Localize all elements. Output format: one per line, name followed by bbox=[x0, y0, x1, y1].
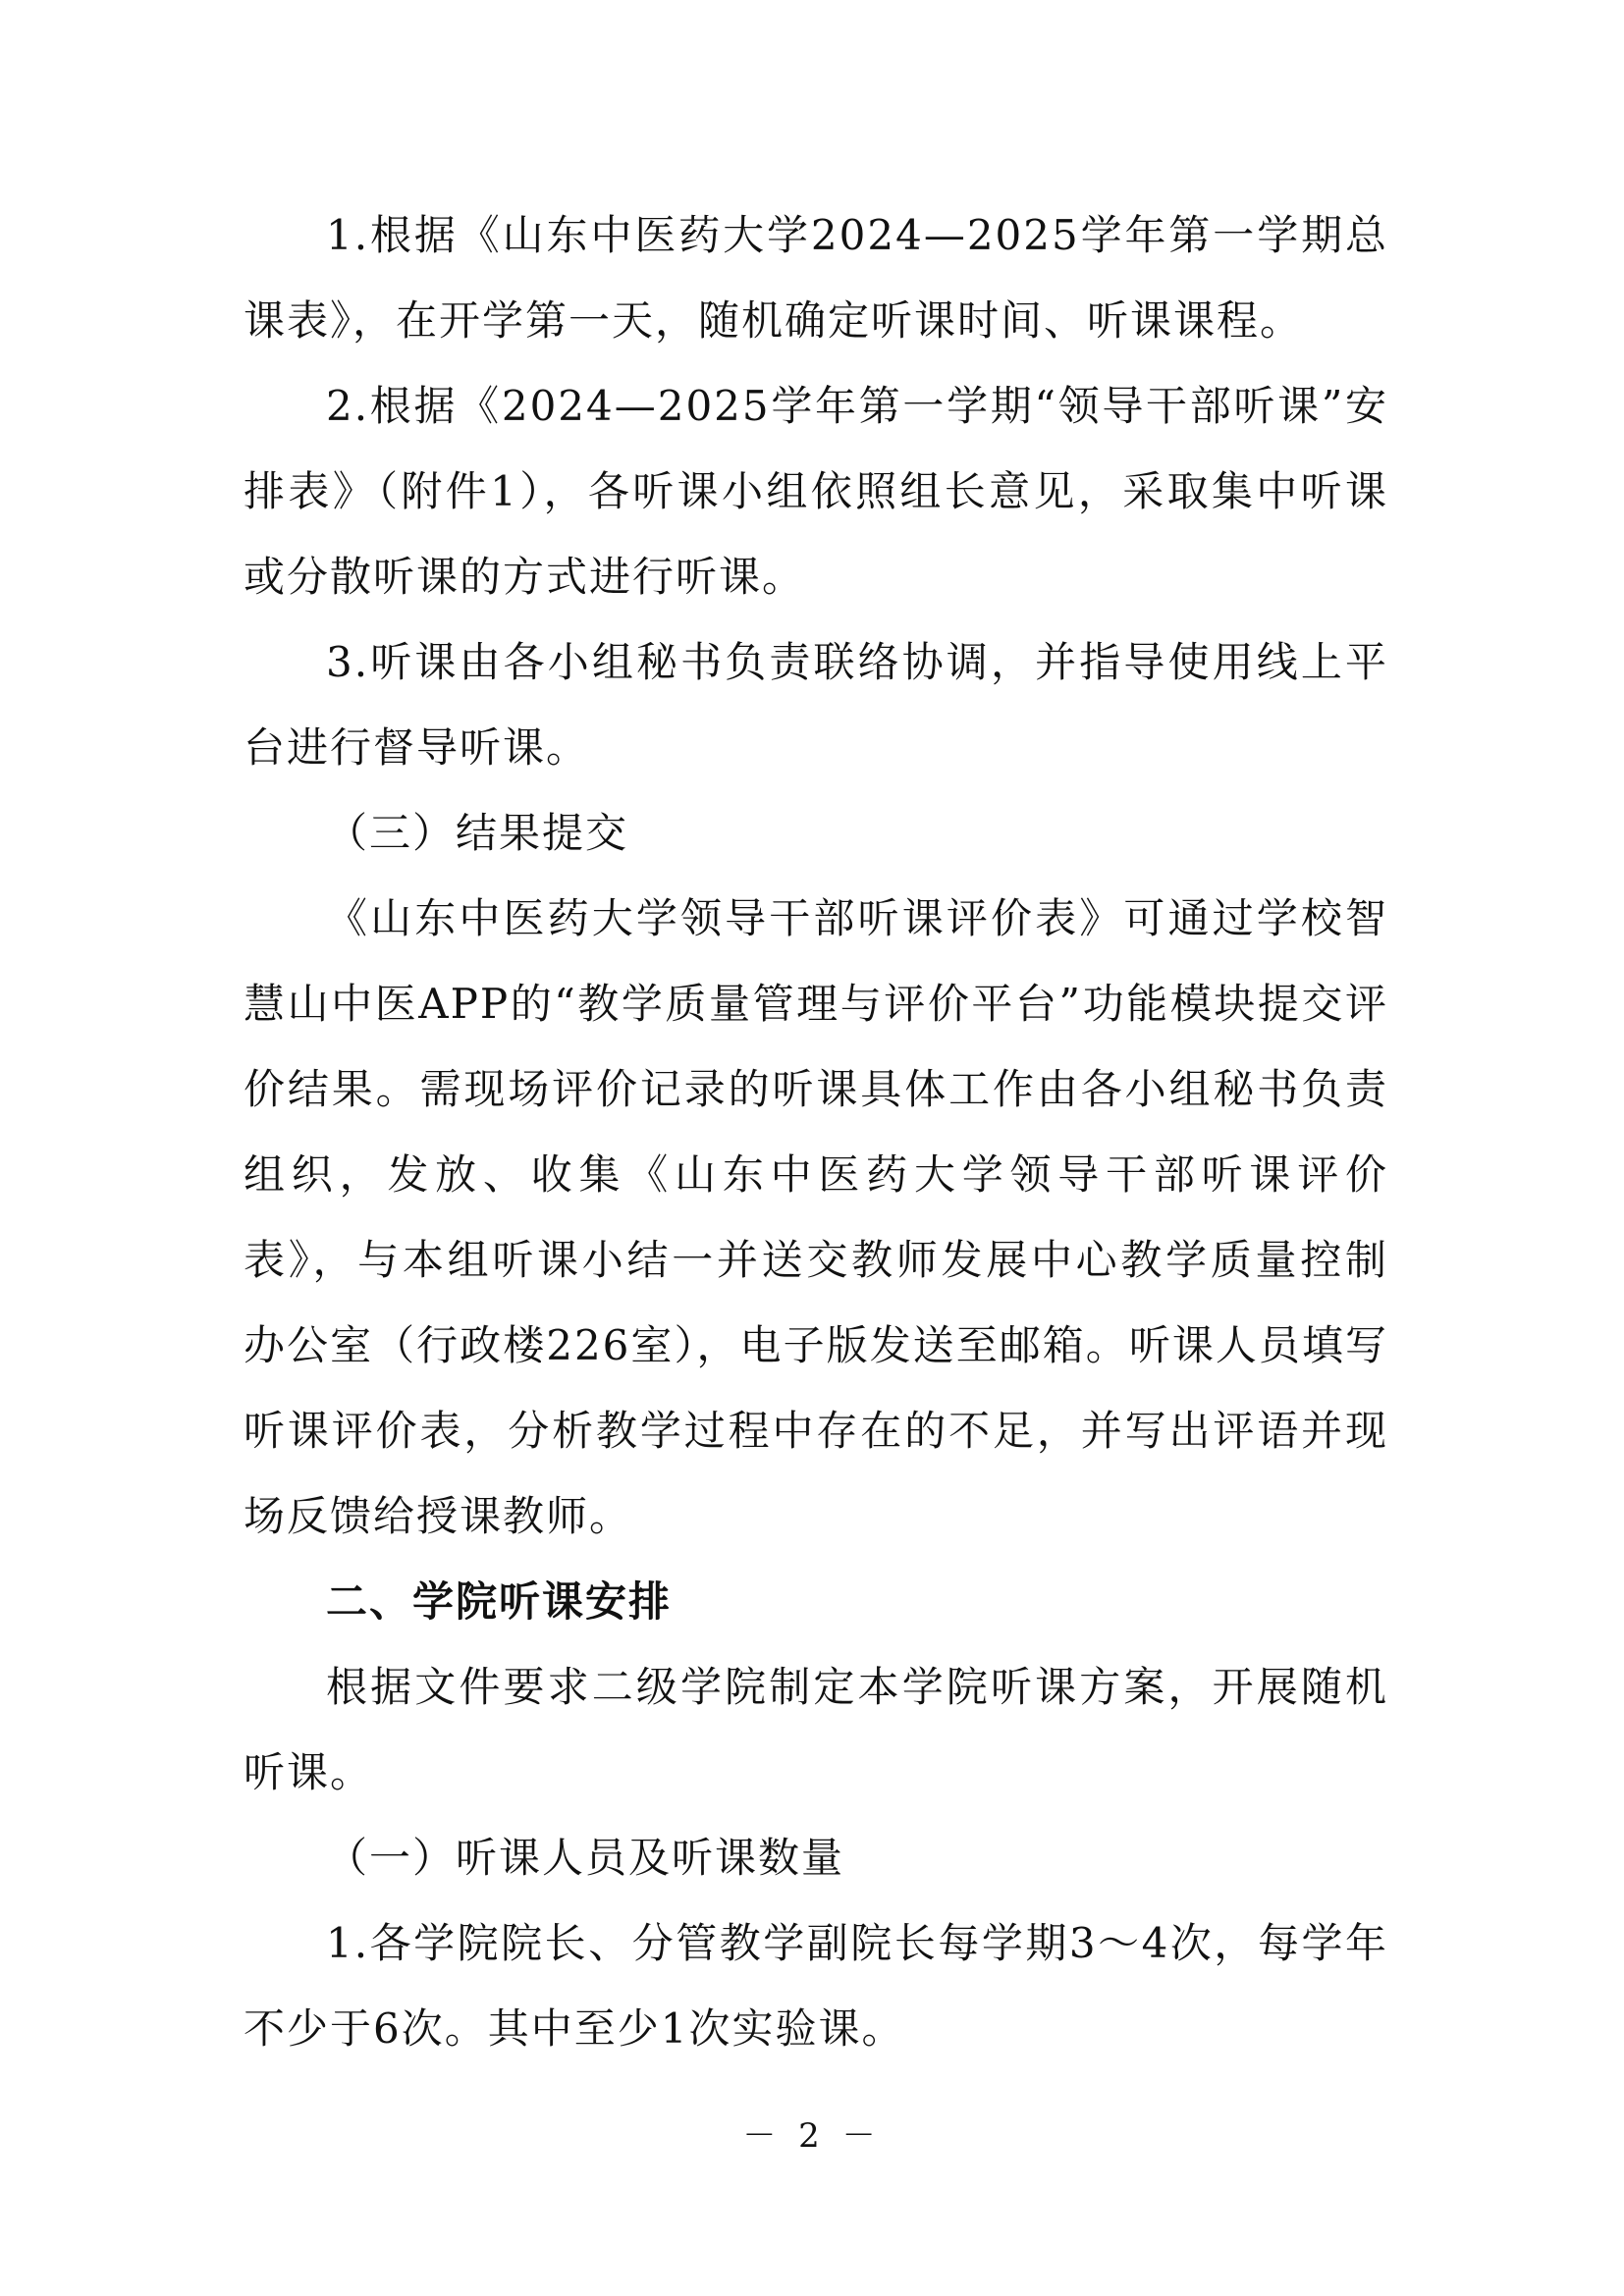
paragraph-college-plan: 根据文件要求二级学院制定本学院听课方案，开展随机听课。 bbox=[244, 1663, 1388, 1796]
subheading-result-submission: （三）结果提交 bbox=[326, 809, 629, 857]
heading-college-arrangement: 二、学院听课安排 bbox=[326, 1577, 673, 1626]
paragraph-secretary-coordination: 3.听课由各小组秘书负责联络协调，并指导使用线上平台进行督导听课。 bbox=[244, 638, 1388, 772]
document-body bbox=[244, 192, 1388, 2071]
paragraph-dean-frequency: 1.各学院院长、分管教学副院长每学期3～4次，每学年不少于6次。其中至少1次实验课。 bbox=[244, 1919, 1388, 2053]
paragraph-result-submission: 《山东中医药大学领导干部听课评价表》可通过学校智慧山中医APP的“教学质量管理与评价平台”功能模块提交评价结果。需现场评价记录的听课具体工作由各小组秘书负责组织，发放、收集《山东中医药大学领导干部听课评价表》，与本组听课小结一并送交教师发展中心教学质量控制办公室（行政楼226室），电子版发送至邮箱。听课人员填写听课评价表，分析教学过程中存在的不足，并写出评语并现场反馈给授课教师。 bbox=[244, 894, 1388, 1540]
paragraph-leader-arrangement: 2.根据《2024—2025学年第一学期“领导干部听课”安排表》（附件1），各听课小组依照组长意见，采取集中听课或分散听课的方式进行听课。 bbox=[244, 382, 1388, 601]
page-number: － 2 － bbox=[742, 2116, 882, 2156]
subheading-personnel-count: （一）听课人员及听课数量 bbox=[326, 1834, 845, 1882]
paragraph-schedule-total: 1.根据《山东中医药大学2024—2025学年第一学期总课表》，在开学第一天，随机确定听课时间、听课课程。 bbox=[244, 211, 1388, 345]
